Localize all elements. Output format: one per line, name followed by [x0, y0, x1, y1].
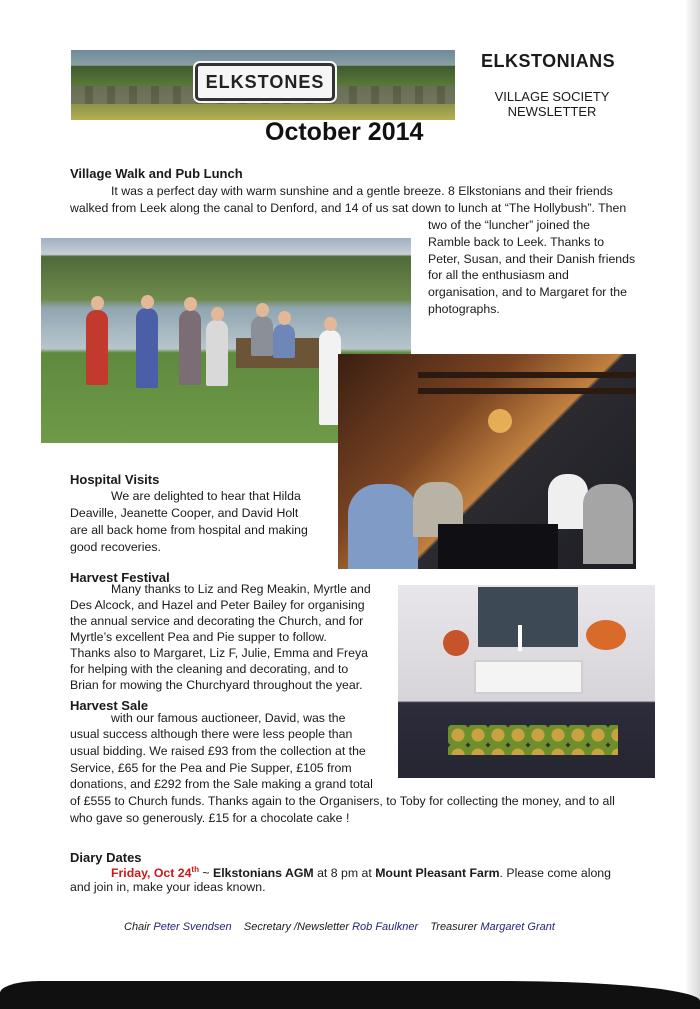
hospital-line: Deaville, Jeanette Cooper, and David Holt	[70, 506, 299, 520]
walker	[86, 310, 108, 385]
harvest-sale-line: with our famous auctioneer, David, was the	[111, 711, 346, 725]
secretary-label: Secretary /Newsletter	[243, 921, 350, 933]
harvest-festival-line: Myrtle’s excellent Pea and Pie supper to follow.	[70, 630, 327, 644]
harvest-sale-line: usual success although there were less people than	[70, 727, 353, 741]
harvest-sale-line: Service, £65 for the Pea and Pie Supper, £105 from	[70, 761, 352, 775]
walk-line: walked from Leek along the canal to Denford, and 14 of us sat down to lunch at “The Hollybush”. Then	[70, 201, 627, 215]
officers-footer	[124, 921, 555, 933]
walk-line: Ramble back to Leek. Thanks to	[428, 235, 605, 249]
walk-line: photographs.	[428, 302, 500, 316]
harvest-festival-line: the annual service and decorating the Church, and for	[70, 614, 364, 628]
altar	[474, 660, 583, 694]
chair-name: Peter Svendsen	[153, 921, 232, 933]
walker	[136, 308, 158, 388]
issue-date-title: October 2014	[265, 118, 424, 146]
diner	[348, 484, 418, 569]
secretary-name: Rob Faulkner	[352, 921, 419, 933]
walker	[251, 316, 273, 356]
diary-event: Elkstonians AGM	[213, 866, 314, 881]
header-photo-elkstones-sign	[71, 50, 455, 120]
table	[438, 524, 558, 569]
diary-rest: . Please come along	[499, 866, 611, 881]
diner	[548, 474, 588, 529]
harvest-festival-line: Brian for mowing the Churchyard throughout the year.	[70, 678, 363, 692]
hospital-line: are all back home from hospital and making	[70, 523, 308, 537]
diary-separator: ~	[198, 866, 213, 881]
church-window	[478, 587, 578, 647]
treasurer-label: Treasurer	[430, 921, 478, 933]
harvest-sale-line: who gave so generously. £15 for a chocolate cake !	[70, 811, 350, 825]
society-name: ELKSTONIANS	[481, 51, 616, 71]
harvest-sale-heading: Harvest Sale	[70, 698, 149, 713]
chair-label: Chair	[124, 921, 151, 933]
hospital-heading: Hospital Visits	[70, 472, 160, 487]
scan-shadow-strip	[0, 981, 700, 1009]
village-sign: ELKSTONES	[195, 63, 335, 101]
harvest-festival-heading: Harvest Festival	[70, 570, 170, 585]
walk-line: organisation, and to Margaret for the	[428, 285, 627, 299]
walker	[206, 320, 228, 386]
walk-line: It was a perfect day with warm sunshine and a gentle breeze. 8 Elkstonians and their friends	[111, 184, 613, 198]
harvest-festival-line: Many thanks to Liz and Reg Meakin, Myrtle and	[111, 582, 371, 596]
page-edge	[686, 0, 700, 1009]
subtitle-line-2: NEWSLETTER	[507, 104, 597, 119]
diary-date: Friday, Oct 24	[111, 866, 192, 881]
walk-line: for all the enthusiasm and	[428, 268, 569, 282]
hospital-line: good recoveries.	[70, 540, 161, 554]
flowers	[586, 620, 626, 650]
walker	[179, 310, 201, 385]
cross	[518, 625, 522, 651]
harvest-festival-line: for helping with the cleaning and decorating, and to	[70, 662, 349, 676]
harvest-sale-line: of £555 to Church funds. Thanks again to the Organisers, to Toby for collecting the money, and to all	[70, 794, 615, 808]
harvest-sale-line: donations, and £292 from the Sale making a grand total	[70, 777, 373, 791]
diary-venue: Mount Pleasant Farm	[375, 866, 500, 881]
subtitle-line-1: VILLAGE SOCIETY	[494, 89, 610, 104]
diary-date-suffix: th	[191, 865, 199, 874]
harvest-festival-line: Thanks also to Margaret, Liz F, Julie, Emma and Freya	[70, 646, 368, 660]
walk-line: two of the “luncher” joined the	[428, 218, 591, 232]
church-harvest-photo	[398, 585, 655, 778]
diary-line-2: and join in, make your ideas known.	[70, 880, 266, 894]
flowers	[443, 630, 469, 656]
pub-lunch-photo	[338, 354, 636, 569]
diary-heading: Diary Dates	[70, 850, 142, 865]
harvest-festival-line: Des Alcock, and Hazel and Peter Bailey for organising	[70, 598, 365, 612]
diner	[583, 484, 633, 564]
hospital-line: We are delighted to hear that Hilda	[111, 489, 301, 503]
treasurer-name: Margaret Grant	[480, 921, 555, 933]
diary-time: at 8 pm at	[313, 866, 376, 881]
walk-heading: Village Walk and Pub Lunch	[70, 166, 243, 181]
walk-line: Peter, Susan, and their Danish friends	[428, 252, 636, 266]
walker	[273, 324, 295, 358]
harvest-produce	[448, 725, 618, 755]
harvest-sale-line: usual bidding. We raised £93 from the collection at the	[70, 744, 366, 758]
